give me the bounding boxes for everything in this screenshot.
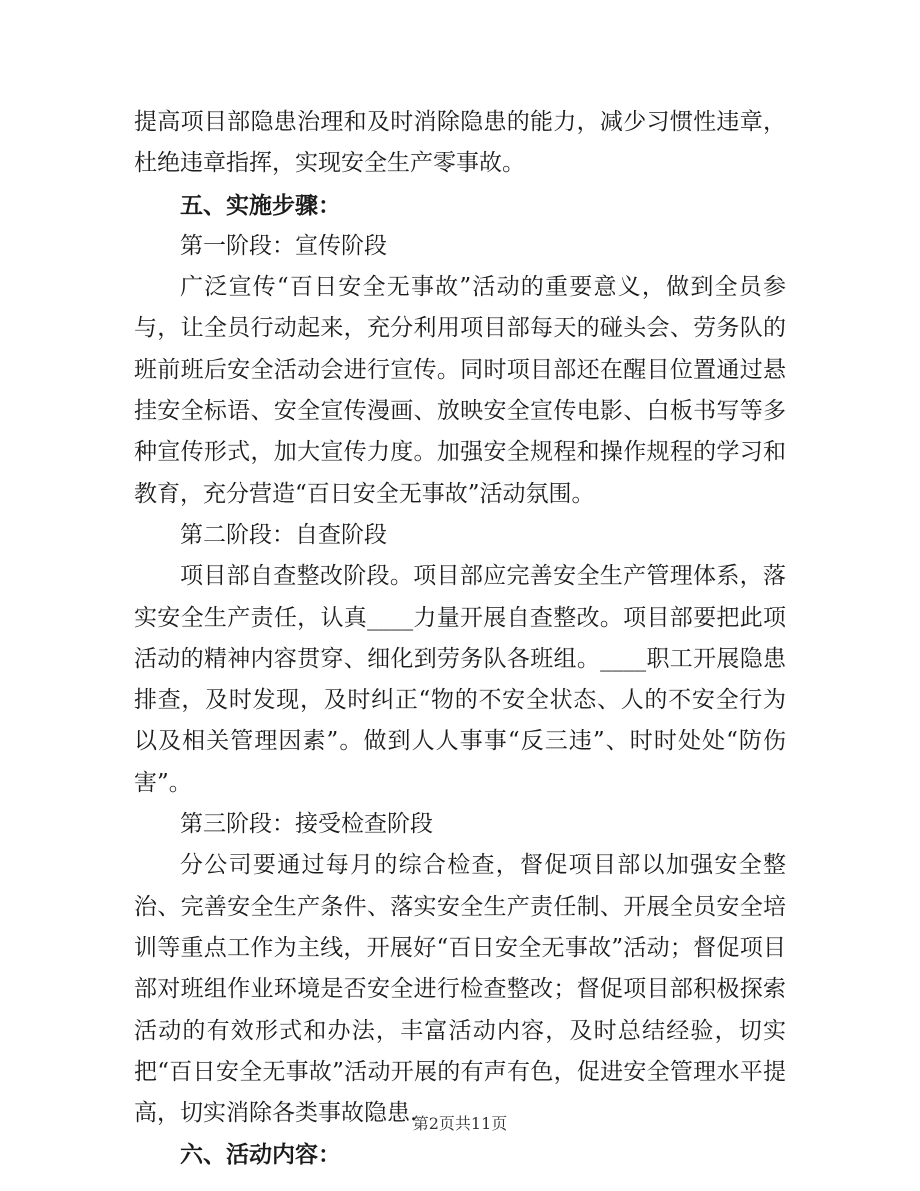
section-heading-activity-content: 六、活动内容： bbox=[180, 1141, 341, 1169]
stage-one-paragraph: 广泛宣传“百日安全无事故”活动的重要意义，做到全员参与，让全员行动起来，充分利用项目部每天的碰头会、劳务队的班前班后安全活动会进行宣传。同时项目部还在醒目位置通过悬挂安全标语、安全宣传漫画、放映安全宣传电影、白板书写等多种宣传形式，加大宣传力度。加强安全规程和操作规程的学习和教育，充分营造“百日安全无事故”活动氛围。 bbox=[134, 274, 786, 507]
document-body bbox=[134, 102, 786, 1176]
page-number-footer: 第2页共11页 bbox=[412, 1114, 508, 1133]
stage-two-title: 第二阶段：自查阶段 bbox=[180, 521, 387, 548]
paragraph-continuation: 提高项目部隐患治理和及时消除隐患的能力，减少习惯性违章，杜绝违章指挥，实现安全生产零事故。 bbox=[134, 109, 786, 177]
stage-one-title: 第一阶段：宣传阶段 bbox=[180, 232, 387, 259]
stage-three-paragraph: 分公司要通过每月的综合检查，督促项目部以加强安全整治、完善安全生产条件、落实安全生产责任制、开展全员安全培训等重点工作为主线，开展好“百日安全无事故”活动；督促项目部对班组作业环境是否安全进行检查整改；督促项目部积极探索活动的有效形式和办法，丰富活动内容，及时总结经验，切实把“百日安全无事故”活动开展的有声有色，促进安全管理水平提高，切实消除各类事故隐患. bbox=[134, 852, 786, 1127]
section-heading-implementation-steps: 五、实施步骤： bbox=[180, 191, 341, 219]
stage-three-title: 第三阶段：接受检查阶段 bbox=[180, 811, 433, 838]
stage-two-paragraph: 项目部自查整改阶段。项目部应完善安全生产管理体系，落实安全生产责任，认真____力量开展自查整改。项目部要把此项活动的精神内容贯穿、细化到劳务队各班组。____职工开展隐患排查，及时发现，及时纠正“物的不安全状态、人的不安全行为以及相关管理因素”。做到人人事事“反三违”、时时处处“防伤害”。 bbox=[134, 563, 786, 796]
